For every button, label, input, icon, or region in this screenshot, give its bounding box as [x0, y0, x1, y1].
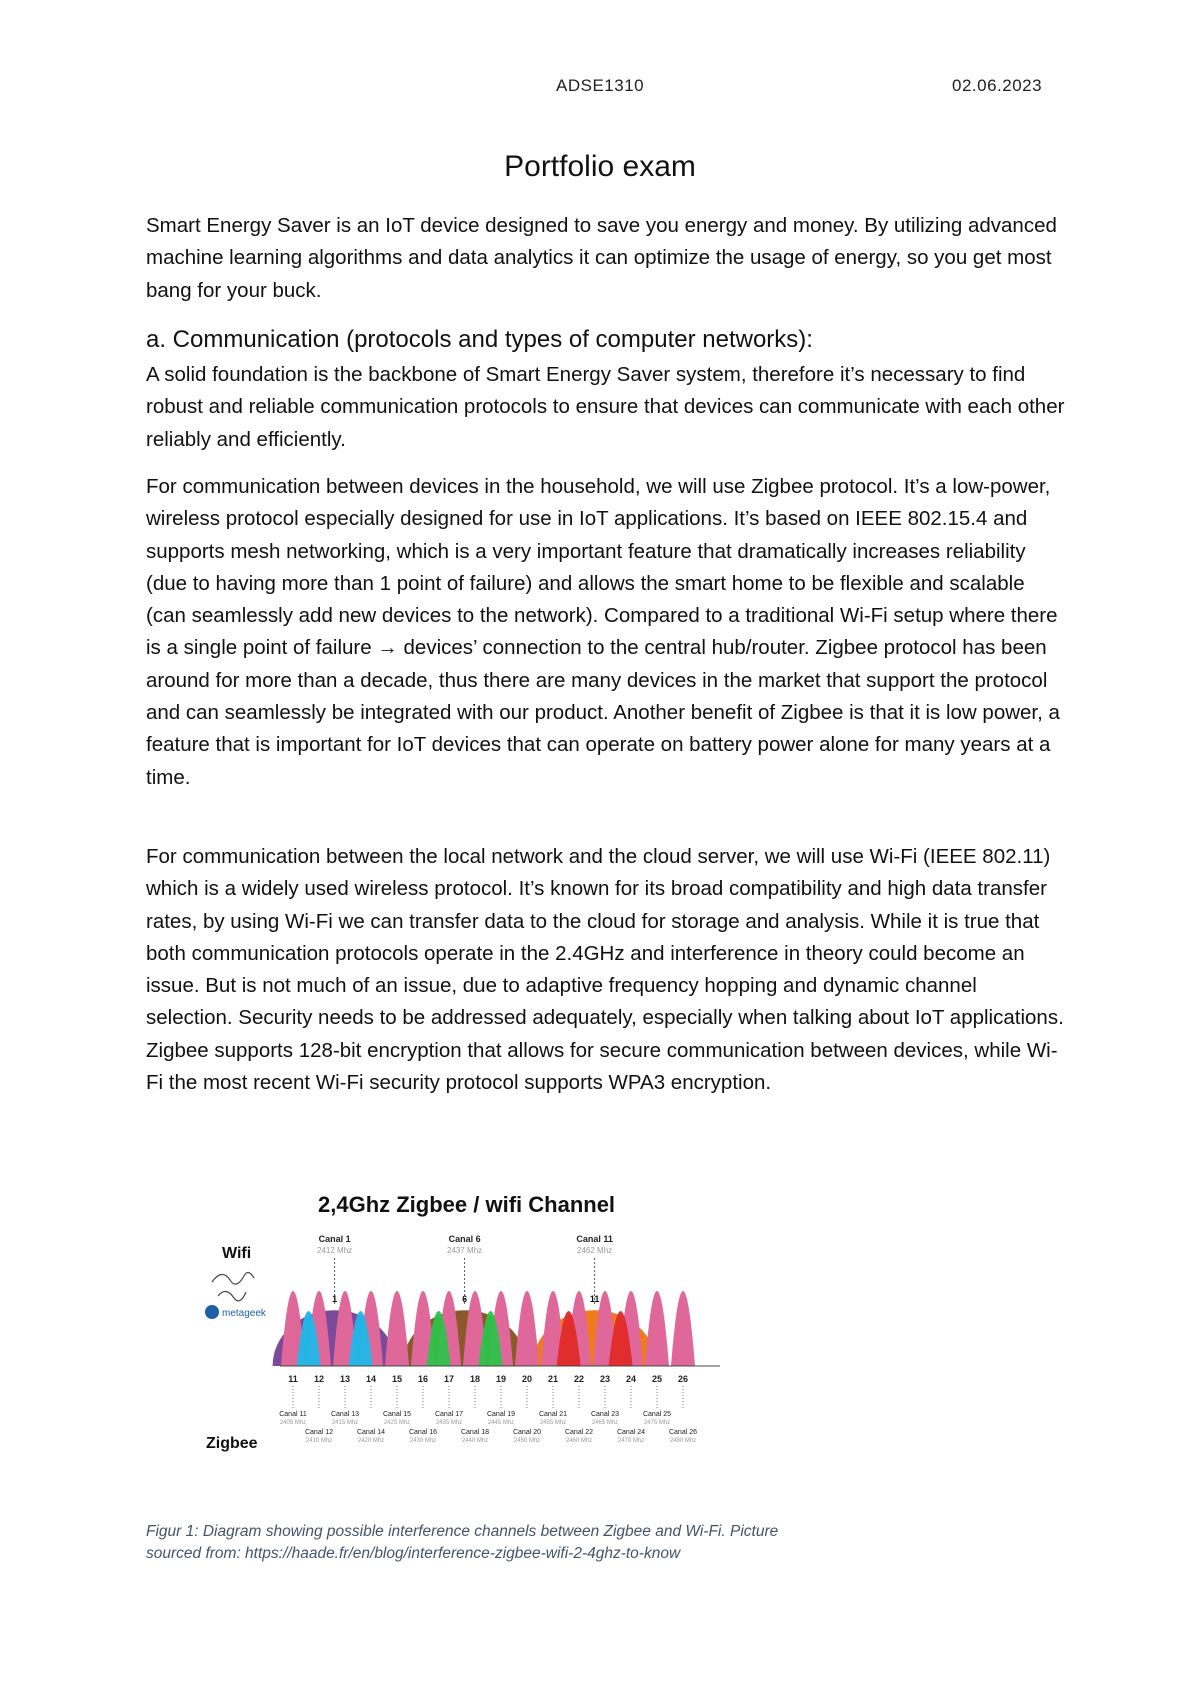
wifi-channel-marker: 11 — [589, 1294, 600, 1304]
paragraph-wifi: For communication between the local network and the cloud server, we will use Wi-Fi (IEEE 802.11) which is a widely used wireless protocol. It’s known for its broad compatibility and high data transfer rates, by using Wi-Fi we can transfer data to the cloud for storage and analysis. While it is true that both communication protocols operate in the 2.4GHz and interference in theory could become an issue. But is not much of an issue, due to adaptive frequency hopping and dynamic channel selection. Security needs to be addressed adequately, especially when talking about IoT applications. Zigbee supports 128-bit encryption that allows for secure communication between devices, while Wi-Fi the most recent Wi-Fi security protocol supports WPA3 encryption. — [146, 845, 1064, 1095]
zigbee-canal-freq: 2435 Mhz — [435, 1420, 463, 1426]
figure-caption: Figur 1: Diagram showing possible interference channels between Zigbee and Wi-Fi. Picture sourced from: https://haade.fr/en/blog/interference-zigbee-wifi-2-4ghz-to-know — [146, 1523, 779, 1562]
zigbee-canal-name: Canal 24 — [616, 1429, 646, 1436]
zigbee-channel-lobe — [385, 1291, 409, 1366]
wifi-channel-marker: 1 — [332, 1294, 338, 1304]
zigbee-canal-freq: 2420 Mhz — [357, 1438, 385, 1444]
paragraph-foundation: A solid foundation is the backbone of Smart Energy Saver system, therefore it’s necessary to find robust and reliable communication protocols to ensure that devices can communicate with each other reliably and efficiently. — [146, 363, 1065, 451]
zigbee-canal-name: Canal 19 — [486, 1411, 516, 1418]
zigbee-channel-number: 11 — [288, 1374, 298, 1384]
zigbee-channel-number: 15 — [391, 1374, 403, 1384]
zigbee-channel-number: 12 — [313, 1374, 325, 1384]
zigbee-canal-freq: 2440 Mhz — [461, 1438, 489, 1444]
channel-diagram — [198, 1186, 758, 1466]
zigbee-canal-name: Canal 11 — [279, 1411, 307, 1418]
zigbee-canal-name: Canal 12 — [304, 1429, 334, 1436]
zigbee-canal-freq: 2475 Mhz — [643, 1420, 671, 1426]
paragraph-zigbee: For communication between devices in the household, we will use Zigbee protocol. It’s a low-power, wireless protocol especially designed for use in IoT applications. It’s based on IEEE 802.15.4 and supports mesh networking, which is a very important feature that dramatically increases reliability (due to having more than 1 point of failure) and allows the smart home to be flexible and scalable (can seamlessly add new devices to the network). Compared to a traditional Wi-Fi setup where there is a single point of failure → devices’ connection to the central hub/router. Zigbee protocol has been around for more than a decade, thus there are many devices in the market that support the protocol and can seamlessly be integrated with our product. Another benefit of Zigbee is that it is low power, a feature that is important for IoT devices that can operate on battery power alone for many years at a time. — [146, 475, 1060, 789]
wifi-label: Wifi — [222, 1245, 252, 1262]
zigbee-canal-freq: 2450 Mhz — [513, 1438, 541, 1444]
intro-paragraph: Smart Energy Saver is an IoT device designed to save you energy and money. By utilizing advanced machine learning algorithms and data analytics it can optimize the usage of energy, so you get most bang for your buck. — [146, 214, 1057, 302]
zigbee-canal-name: Canal 20 — [512, 1429, 542, 1436]
zigbee-channel-number: 19 — [495, 1374, 507, 1384]
header-course-code: ADSE1310 — [556, 76, 645, 95]
zigbee-channel-number: 26 — [677, 1374, 689, 1384]
zigbee-canal-freq: 2430 Mhz — [409, 1438, 437, 1444]
zigbee-canal-freq: 2445 Mhz — [487, 1420, 515, 1426]
zigbee-canal-name: Canal 21 — [538, 1411, 568, 1418]
metageek-logo-icon — [205, 1305, 219, 1319]
zigbee-canal-freq: 2405 Mhz — [279, 1420, 307, 1426]
wifi-channel-name: Canal 11 — [576, 1234, 613, 1244]
page-title: Portfolio exam — [504, 150, 696, 183]
zigbee-canal-freq: 2455 Mhz — [539, 1420, 567, 1426]
zigbee-canal-name: Canal 15 — [382, 1411, 412, 1418]
interference-figure — [198, 1186, 758, 1466]
zigbee-canal-name: Canal 22 — [564, 1429, 594, 1436]
zigbee-canal-name: Canal 26 — [668, 1429, 698, 1436]
section-heading: a. Communication (protocols and types of computer networks): — [146, 326, 813, 353]
zigbee-channel-number: 23 — [599, 1374, 611, 1384]
zigbee-canal-freq: 2425 Mhz — [383, 1420, 411, 1426]
zigbee-channel-number: 24 — [625, 1374, 637, 1384]
wifi-channel-name: Canal 1 — [318, 1234, 351, 1244]
zigbee-canal-name: Canal 25 — [642, 1411, 672, 1418]
zigbee-channel-lobe — [645, 1291, 669, 1366]
zigbee-channel-lobe — [515, 1291, 539, 1366]
zigbee-channel-lobe — [671, 1291, 695, 1366]
zigbee-canal-name: Canal 17 — [434, 1411, 464, 1418]
signed-mark — [212, 1272, 254, 1300]
zigbee-channel-number: 16 — [417, 1374, 429, 1384]
wifi-channel-freq: 2437 Mhz — [447, 1246, 483, 1255]
zigbee-canal-name: Canal 16 — [408, 1429, 438, 1436]
zigbee-canal-freq: 2465 Mhz — [591, 1420, 619, 1426]
zigbee-channel-number: 18 — [469, 1374, 481, 1384]
zigbee-channel-number: 21 — [547, 1374, 559, 1384]
zigbee-canal-name: Canal 13 — [330, 1411, 360, 1418]
zigbee-canal-name: Canal 14 — [356, 1429, 386, 1436]
zigbee-canal-freq: 2410 Mhz — [305, 1438, 333, 1444]
figure-title: 2,4Ghz Zigbee / wifi Channel — [318, 1192, 616, 1217]
zigbee-channel-number: 17 — [443, 1374, 455, 1384]
zigbee-channel-number: 20 — [521, 1374, 533, 1384]
zigbee-canal-name: Canal 23 — [590, 1411, 620, 1418]
zigbee-canal-freq: 2480 Mhz — [669, 1438, 697, 1444]
logo-text: metageek — [222, 1308, 266, 1319]
zigbee-channel-number: 14 — [365, 1374, 377, 1384]
zigbee-channel-number: 25 — [651, 1374, 663, 1384]
zigbee-channel-number: 13 — [339, 1374, 351, 1384]
zigbee-canal-freq: 2460 Mhz — [565, 1438, 593, 1444]
header-date: 02.06.2023 — [952, 76, 1043, 95]
wifi-channel-freq: 2462 Mhz — [577, 1246, 613, 1255]
zigbee-label: Zigbee — [206, 1435, 258, 1452]
zigbee-canal-freq: 2415 Mhz — [331, 1420, 359, 1426]
zigbee-canal-name: Canal 18 — [460, 1429, 490, 1436]
wifi-channel-freq: 2412 Mhz — [317, 1246, 353, 1255]
wifi-channel-name: Canal 6 — [448, 1234, 481, 1244]
zigbee-channel-number: 22 — [573, 1374, 585, 1384]
zigbee-canal-freq: 2470 Mhz — [617, 1438, 645, 1444]
wifi-channel-marker: 6 — [462, 1294, 468, 1304]
